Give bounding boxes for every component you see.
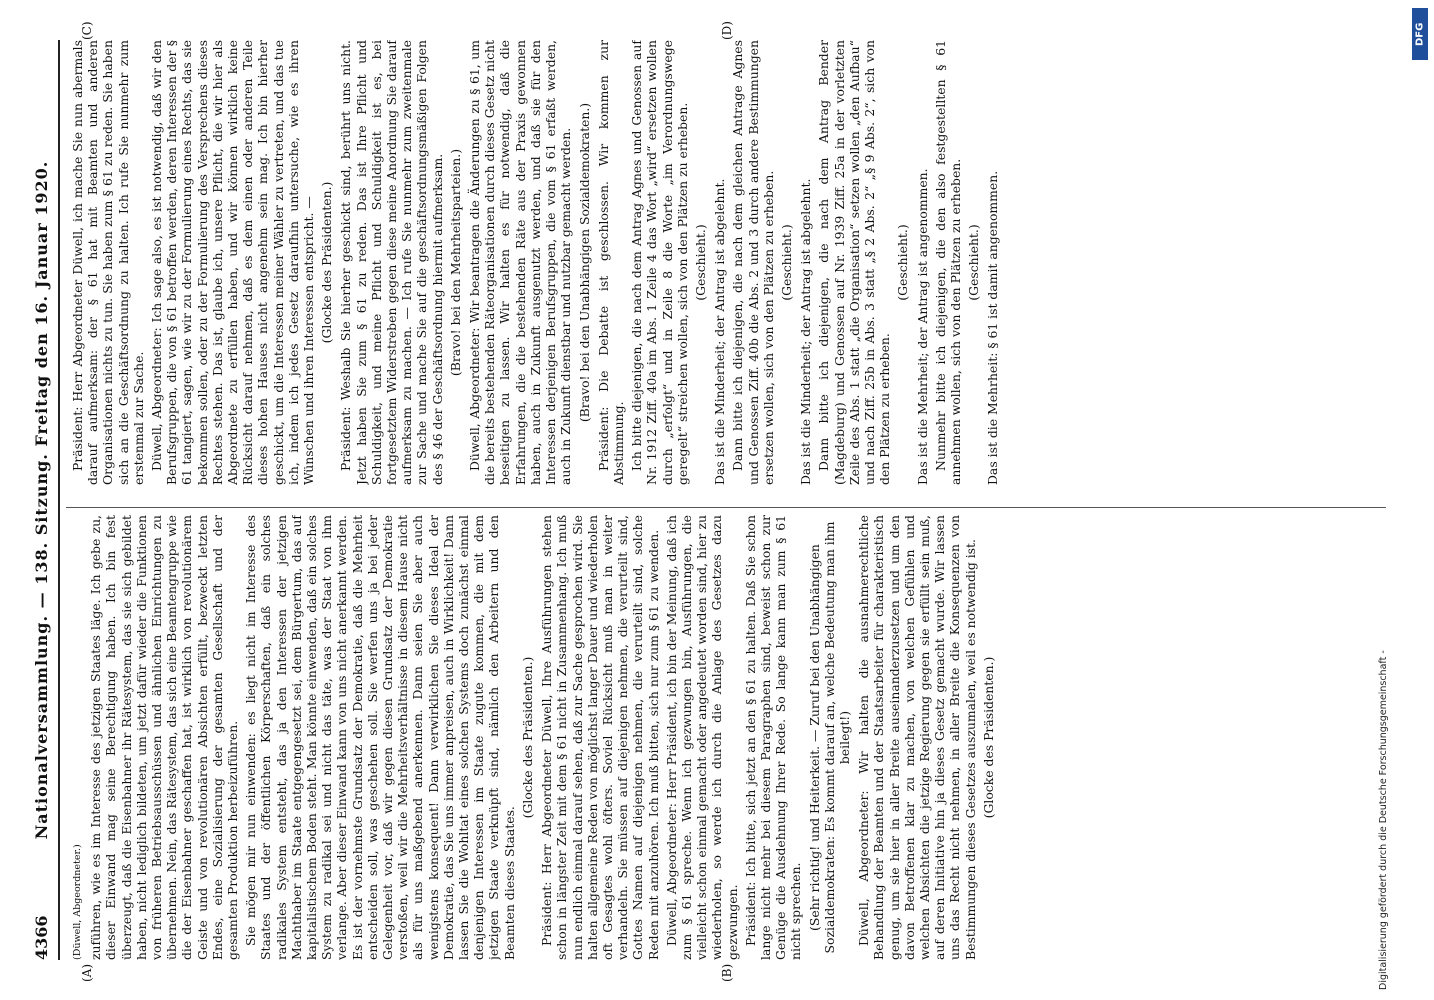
- left-paragraph-5: Präsident: Ich bitte, sich jetzt an den § 61 zu halten. Daß Sie schon lange nicht mehr bei diesem Paragraphen sind, beweist schon zur Genüge die Ausdehnung Ihrer Rede. So lange kann man zum § 61 nicht sprechen.: [742, 515, 804, 960]
- right-paragraph-10: Dann bitte ich diejenigen, die nach dem Antrag Bender (Magdeburg) und Genossen auf Nr. 1939 Ziff. 25a in der vorletzten Zeile des Abs. 1 statt „die Organisation“ setzen wollen „den Aufbau“ und nach Ziff. 25b in Abs. 3 statt „§ 2 Abs. 2“ „§ 9 Abs. 2“, sich von den Plätzen zu erheben.: [816, 40, 893, 485]
- left-paragraph-1: zuführen, wie es im Interesse des jetzigen Staates läge. Ich gebe zu, dieser Einwand mag seine Berechtigung haben. Ich bin fest überzeugt, daß die Eisenbahner ihr Rätesystem, das sie sich gebildet haben, nicht lediglich bildeten, um jetzt dafür wieder die Funktionen von früheren Betriebsausschüssen und ähnlichen Einrichtungen zu übernehmen. Nein, das Rätesystem, das sich eine Beamtengruppe wie die der Eisenbahner geschaffen hat, ist wirklich von revolutionärem Geiste und von revolutionären Absichten erfüllt, bezweckt letzten Endes, eine Sozialisierung der gesamten Gesellschaft und der gesamten Produktion herbeizuführen.: [88, 515, 241, 960]
- left-note-1: (Glocke des Präsidenten.): [519, 656, 535, 819]
- right-paragraph-2: Düwell, Abgeordneter: Ich sage also, es ist notwendig, daß wir den Berufsgruppen, die von § 61 betroffen werden, deren Interessen der § 61 tangiert, sagen, wie wir zu der Formulierung eines Rechts, das sie bekommen sollen, oder zu der Formulierung des Versprechens dieses Rechtes stehen. Das ist, glaube ich, unsere Pflicht, die wir hier als Abgeordnete zu erfüllen haben, und wir können wirklich keine Rücksicht darauf nehmen, daß es dem einen oder anderen Teile dieses hohen Hauses nicht angenehm sein mag. Ich bin hierher geschickt, um die Interessen meiner Wähler zu vertreten, und das tue ich, indem ich jedes Gesetz daraufhin untersuche, wie es ihren Wünschen und ihren Interessen entspricht. —: [149, 40, 317, 485]
- right-paragraph-4: Düwell, Abgeordneter: Wir beantragen die Änderungen zu § 61, um die bereits bestehenden Räteorganisationen durch dieses Gesetz nicht beseitigen zu lassen. Wir halten es für notwendig, daß die Erfahrungen, die die bestehenden Räte aus der Praxis gewonnen haben, auch in Zukunft ausgenutzt werden, und daß sie für den Interessen derjenigen Berufsgruppen, die vom § 61 erfaßt werden, auch in Zukunft dienstbar und nutzbar gemacht werden.: [467, 40, 574, 485]
- page-header: [28, 40, 60, 960]
- column-divider: [66, 507, 1386, 508]
- right-note-3: (Bravo! bei den Unabhängigen Sozialdemokraten.): [576, 102, 592, 423]
- right-paragraph-13: Das ist die Mehrheit: § 61 ist damit angenommen.: [985, 170, 1001, 485]
- right-note-5: (Geschieht.): [778, 224, 794, 301]
- speaker-continuation: (Düwell, Abgeordneter.): [72, 844, 83, 960]
- page-title: Nationalversammlung. — 138. Sitzung. Freitag den 16. Januar 1920.: [32, 160, 51, 840]
- right-paragraph-8: Dann bitte ich diejenigen, die nach dem gleichen Antrage Agnes und Genossen Ziff. 40b die Abs. 2 und 3 durch andere Bestimmungen ersetzen wollen, sich von den Plätzen zu erheben.: [730, 40, 776, 485]
- right-column: [70, 40, 1400, 485]
- right-paragraph-5: Präsident: Die Debatte ist geschlossen. Wir kommen zur Abstimmung.: [595, 40, 626, 485]
- page-number: 4366: [32, 915, 51, 960]
- left-paragraph-6: Düwell, Abgeordneter: Wir halten die ausnahmerechtliche Behandlung der Beamten und der Staatsarbeiter für charakteristisch genug, um sie hier in aller Breite auseinanderzusetzen und um den davon Betroffenen klar zu machen, von welchen Gefühlen und welchen Absichten die jetzige Regierung gegen sie erfüllt sein muß, auf deren Initiative hin ja dieses Gesetz gemacht wurde. Wir lassen uns das Recht nicht nehmen, in aller Breite die Konsequenzen von Bestimmungen dieses Gesetzes auszumalen, weil es notwendig ist.: [856, 515, 978, 960]
- margin-mark-a: (A): [80, 963, 94, 982]
- right-note-7: (Geschieht.): [966, 224, 982, 301]
- right-paragraph-11: Das ist die Mehrheit; der Antrag ist angenommen.: [914, 168, 930, 485]
- left-paragraph-3: Präsident: Herr Abgeordneter Düwell, Ihre Ausführungen stehen schon in längster Zeit mit dem § 61 nicht in Zusammenhang. Ich muß nun endlich einmal darauf sehen, daß zur Sache gesprochen wird. Sie halten allgemeine Reden von möglichst langer Dauer und wiederholen oft Gesagtes wohl öfters. Soviel Rücksicht muß man in weiter verhandeln. Sie müssen auf diejenigen nehmen, die verurteilt sind, Gottes Namen auf diejenigen nehmen, die verurteilt sind, solche Reden mit anzuhören. Ich muß bitten, sich nur zum § 61 zu wenden.: [539, 515, 661, 960]
- right-note-4: (Geschieht.): [692, 224, 708, 301]
- right-paragraph-1: Präsident: Herr Abgeordneter Düwell, ich mache Sie nun abermals darauf aufmerksam: der § 61 hat mit Beamten und anderen Organisationen nichts zu tun. Sie haben zum § 61 zu reden. Sie haben sich an die Geschäftsordnung zu halten. Ich rufe Sie nunmehr zum erstenmal zur Sache.: [70, 40, 146, 485]
- right-note-2: (Bravo! bei den Mehrheitsparteien.): [447, 148, 463, 377]
- margin-mark-b: (B): [720, 963, 734, 982]
- margin-mark-d: (D): [720, 21, 734, 40]
- left-paragraph-4: Düwell, Abgeordneter: Herr Präsident, ich bin der Meinung, daß ich zum § 61 spreche. Wenn ich gezwungen bin, Ausführungen, die vielleicht schon einmal gemacht oder angedeutet worden sind, hier zu wiederholen, so werde ich durch die Anlage des Gesetzes dazu gezwungen.: [663, 515, 740, 960]
- left-paragraph-2: Sie mögen mir nun einwenden: es liegt nicht im Interesse des Staates und der öffentlichen Körperschaften, daß ein solches radikales System entsteht, das ja den Interessen der jetzigen Machthaber im Staate entgegengesetzt sei, dem Bürgertum, das auf kapitalistischem Boden steht. Man könnte einwenden, daß ein solches System zu radikal sei und nicht das täte, was der Staat von ihm verlange. Aber dieser Einwand kann von uns nicht anerkannt werden. Es ist der vornehmste Grundsatz der Demokratie, daß die Mehrheit entscheiden soll, was geschehen soll. Sie werfen uns ja bei jeder Gelegenheit vor, daß wir gegen diesen Grundsatz der Demokratie verstoßen, weil wir die Mehrheitsverhältnisse in diesem Hause nicht als für uns maßgebend anerkennen. Dann seien Sie aber auch wenigstens konsequent! Dann verwirklichen Sie dieses Ideal der Demokratie, das Sie uns immer anpreisen, auch in Wirklichkeit! Dann lassen Sie die Wohltat eines solchen Systems doch zunächst einmal denjenigen Interessen im Staate zugute kommen, die mit dem jetzigen Staate verknüpft sind, nämlich den Arbeitern und den Beamten dieses Staates.: [243, 515, 517, 960]
- left-note-3: (Glocke des Präsidenten.): [980, 656, 996, 819]
- right-note-6: (Geschieht.): [895, 224, 911, 301]
- left-column: [70, 515, 1400, 960]
- right-paragraph-9: Das ist die Minderheit; der Antrag ist abgelehnt.: [798, 178, 814, 485]
- digitization-note: Digitalisierung gefördert durch die Deutsche Forschungsgemeinschaft -: [1378, 650, 1389, 990]
- right-paragraph-6: Ich bitte diejenigen, die nach dem Antrag Agnes und Genossen auf Nr. 1912 Ziff. 40a im Abs. 1 Zeile 4 das Wort „wird“ ersetzen wollen durch „erfolgt“ und in Zeile 8 die Worte „im Verordnungswege geregelt“ streichen wollen, sich von den Plätzen zu erheben.: [629, 40, 690, 485]
- dfg-logo: DFG: [1412, 8, 1428, 60]
- right-note-1: (Glocke des Präsidenten.): [319, 181, 335, 344]
- right-paragraph-12: Nunmehr bitte ich diejenigen, die den also festgestellten § 61 annehmen wollen, sich von den Plätzen zu erheben.: [932, 40, 963, 485]
- right-paragraph-3: Präsident: Weshalb Sie hierher geschickt sind, berührt uns nicht. Jetzt haben Sie zum § 61 zu reden. Das ist Ihre Pflicht und Schuldigkeit, und meine Pflicht und Schuldigkeit ist es, bei fortgesetztem Widerstreben gegen diese meine Anordnung Sie darauf aufmerksam zu machen. — Ich rufe Sie nunmehr zum zweitenmale zur Sache und mache Sie auf die geschäftsordnungsmäßigen Folgen des § 46 der Geschäftsordnung hiermit aufmerksam.: [338, 40, 445, 485]
- left-note-2: (Sehr richtig! und Heiterkeit. — Zuruf bei den Unabhängigen Sozialdemokraten: Es kommt darauf an, welche Bedeutung man ihm beilegt!): [806, 521, 852, 954]
- right-paragraph-7: Das ist die Minderheit; der Antrag ist abgelehnt.: [712, 178, 728, 485]
- margin-mark-c: (C): [80, 21, 94, 40]
